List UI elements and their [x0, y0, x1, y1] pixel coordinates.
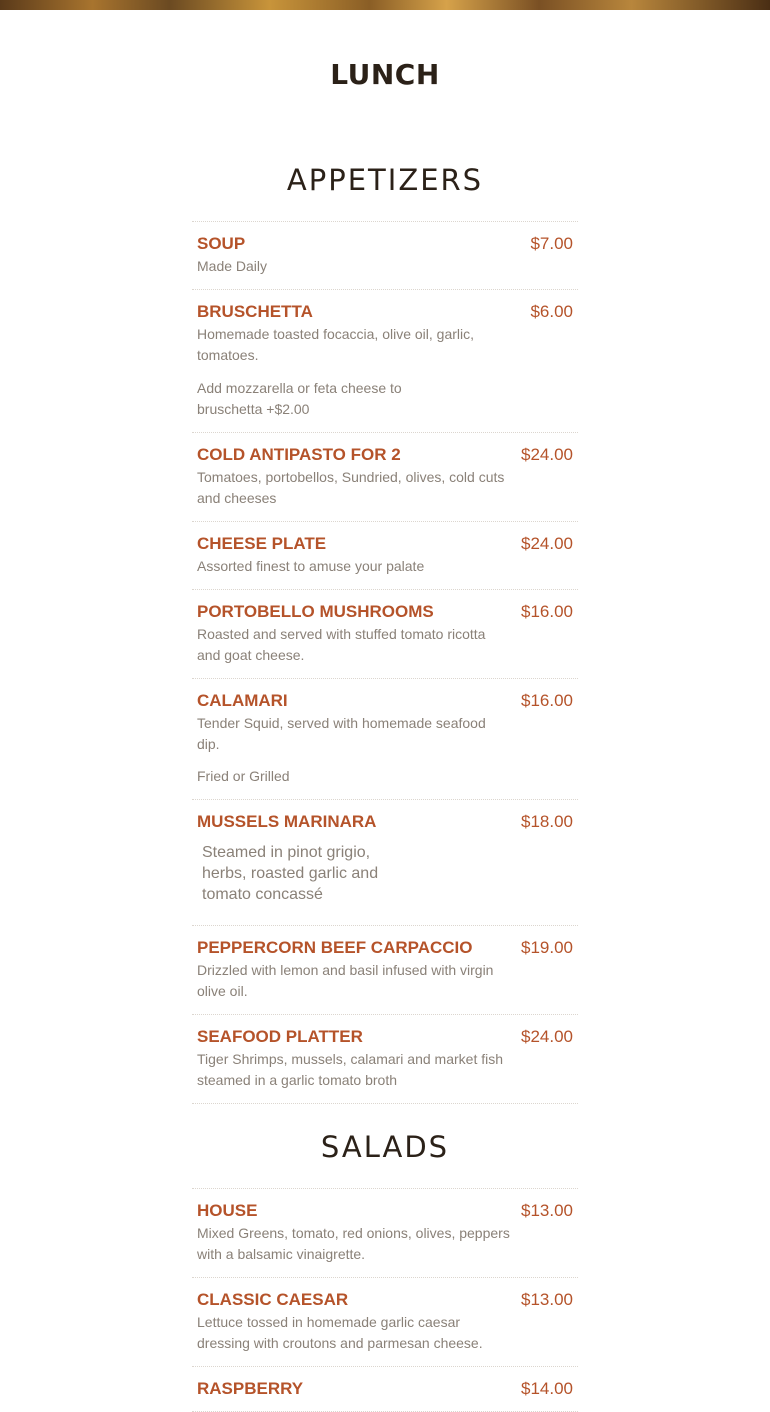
section-title-salads: SALADS [320, 1130, 450, 1164]
hero-image-strip [0, 0, 770, 10]
item-name: CLASSIC CAESAR [197, 1290, 349, 1309]
item-name: MUSSELS MARINARA [197, 812, 377, 831]
item-price: $24.00 [521, 445, 573, 464]
page-title: LUNCH [330, 58, 440, 91]
item-price: $7.00 [530, 234, 573, 253]
item-description: Drizzled with lemon and basil infused with virgin olive oil. [197, 962, 494, 999]
item-price: $24.00 [521, 534, 573, 553]
menu-item-classic-caesar [192, 1278, 578, 1367]
item-description: Tiger Shrimps, mussels, calamari and market fish steamed in a garlic tomato broth [197, 1051, 504, 1088]
item-description: Mixed Greens, tomato, red onions, olives, peppers with a balsamic vinaigrette. [197, 1225, 510, 1262]
item-price: $6.00 [530, 302, 573, 321]
menu-item-house-salad [192, 1189, 578, 1278]
item-note: Add mozzarella or feta cheese to bruschetta +$2.00 [197, 380, 402, 417]
item-name: COLD ANTIPASTO FOR 2 [197, 445, 401, 464]
item-name: PORTOBELLO MUSHROOMS [197, 602, 434, 621]
item-name: BRUSCHETTA [197, 302, 313, 321]
salads-list [192, 1188, 578, 1412]
item-note: Fried or Grilled [197, 768, 290, 784]
item-description: Made Daily [197, 258, 268, 274]
section-title-appetizers: APPETIZERS [286, 163, 484, 197]
menu-item-bruschetta [192, 290, 578, 433]
menu-item-raspberry [192, 1367, 578, 1412]
item-name: SOUP [197, 234, 246, 253]
item-name: PEPPERCORN BEEF CARPACCIO [197, 938, 473, 957]
menu-item-peppercorn-beef-carpaccio [192, 926, 578, 1015]
menu-item-cold-antipasto [192, 433, 578, 522]
item-name: CHEESE PLATE [197, 534, 327, 553]
item-description: Lettuce tossed in homemade garlic caesar dressing with croutons and parmesan cheese. [197, 1314, 483, 1351]
item-description: Tender Squid, served with homemade seafood dip. [197, 715, 486, 752]
menu-item-portobello-mushrooms [192, 590, 578, 679]
menu-item-soup [192, 222, 578, 290]
item-name: HOUSE [197, 1201, 258, 1220]
item-name: RASPBERRY [197, 1379, 304, 1398]
item-description: Roasted and served with stuffed tomato ricotta and goat cheese. [197, 626, 486, 663]
item-name: CALAMARI [197, 691, 288, 710]
item-description: Homemade toasted focaccia, olive oil, garlic, tomatoes. [197, 326, 475, 363]
menu-item-cheese-plate [192, 522, 578, 590]
item-description: Tomatoes, portobellos, Sundried, olives, cold cuts and cheeses [197, 469, 505, 506]
item-price: $13.00 [521, 1201, 573, 1220]
item-description: Steamed in pinot grigio, herbs, roasted garlic and tomato concassé [202, 844, 379, 903]
menu-item-mussels-marinara [192, 800, 578, 926]
item-price: $13.00 [521, 1290, 573, 1309]
item-name: SEAFOOD PLATTER [197, 1027, 363, 1046]
appetizers-list [192, 221, 578, 1104]
menu-item-seafood-platter [192, 1015, 578, 1104]
item-price: $18.00 [521, 812, 573, 831]
item-price: $14.00 [521, 1379, 573, 1398]
item-price: $16.00 [521, 602, 573, 621]
item-price: $16.00 [521, 691, 573, 710]
item-price: $19.00 [521, 938, 573, 957]
menu-item-calamari [192, 679, 578, 800]
item-description: Assorted finest to amuse your palate [197, 558, 425, 574]
item-price: $24.00 [521, 1027, 573, 1046]
